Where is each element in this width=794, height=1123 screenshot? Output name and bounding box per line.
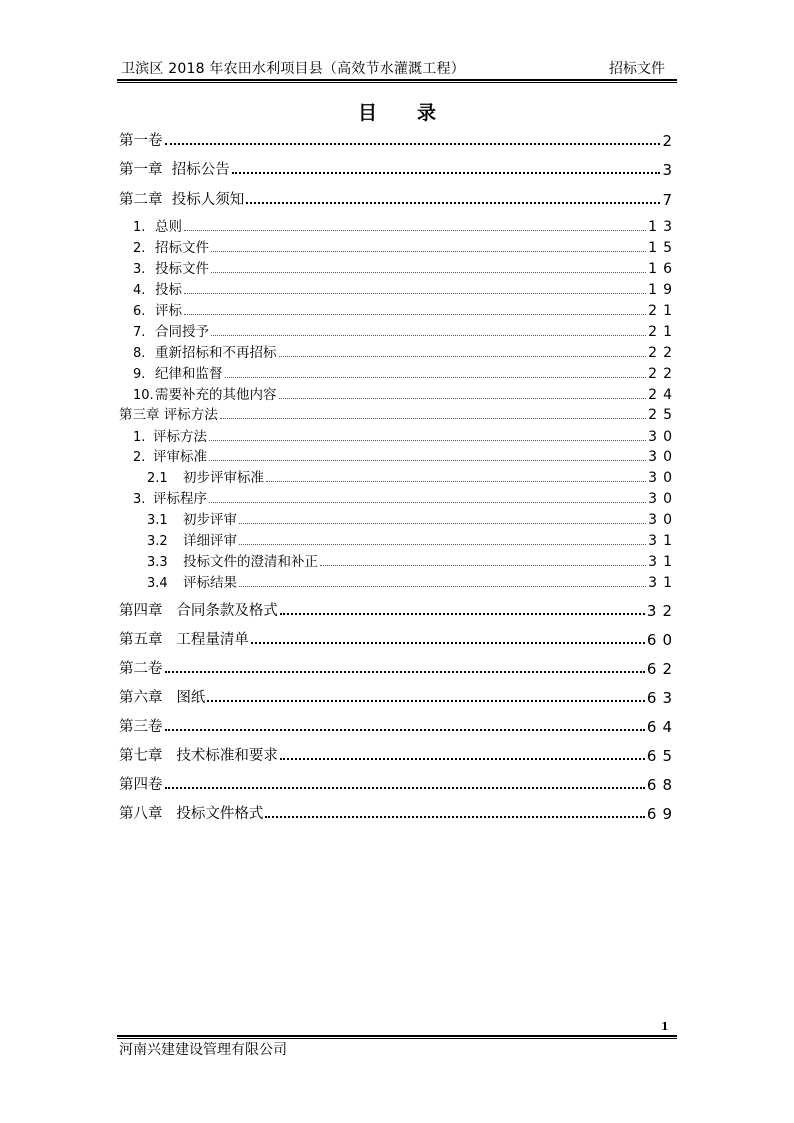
toc-leader-dots [209, 502, 646, 503]
toc-entry-number: 3.1 [147, 513, 168, 528]
toc-entry[interactable] [133, 216, 678, 235]
toc-entry-number: 3. [133, 492, 146, 507]
toc-entry[interactable] [147, 467, 678, 486]
toc-leader-dots [280, 758, 645, 760]
toc-leader-dots [184, 314, 646, 315]
toc-entry-label: 重新招标和不再招标 [155, 345, 277, 361]
toc-leader-dots [211, 335, 646, 336]
toc-leader-dots [184, 293, 646, 294]
toc-entry-label: 总则 [155, 219, 182, 235]
toc-entry-number: 2. [133, 450, 146, 465]
toc-entry[interactable] [119, 772, 678, 794]
toc-entry[interactable] [133, 237, 678, 256]
toc-leader-dots [220, 418, 646, 419]
toc-entry-page: 16 [648, 261, 678, 277]
toc-entry[interactable] [119, 743, 678, 765]
toc-entry-page: 30 [648, 449, 678, 465]
toc-entry-number: 1. [133, 430, 146, 445]
toc-entry-label: 第四章 合同条款及格式 [119, 603, 278, 619]
toc-entry[interactable] [133, 258, 678, 277]
toc-entry-label: 第七章 技术标准和要求 [119, 748, 278, 764]
toc-entry-number: 4. [133, 283, 146, 298]
toc-entry[interactable] [119, 685, 678, 707]
toc-entry[interactable] [119, 714, 678, 736]
toc-entry-page: 60 [646, 631, 678, 649]
toc-entry-page: 65 [646, 747, 678, 765]
toc-entry[interactable] [119, 404, 678, 423]
toc-entry[interactable] [133, 321, 678, 340]
toc-leader-dots [239, 586, 646, 587]
toc-entry-label: 第六章 图纸 [119, 690, 206, 706]
toc-entry-page: 62 [646, 660, 678, 678]
toc-entry[interactable] [133, 426, 678, 445]
toc-entry-label: 详细评审 [183, 533, 237, 549]
toc-entry[interactable] [133, 384, 678, 403]
toc-entry-page: 31 [648, 575, 678, 591]
toc-entry-page: 30 [648, 429, 678, 445]
toc-entry[interactable] [119, 801, 678, 823]
toc-entry-label: 需要补充的其他内容 [155, 387, 277, 403]
toc-entry[interactable] [133, 279, 678, 298]
toc-entry[interactable] [147, 572, 678, 591]
toc-leader-dots [225, 377, 647, 378]
toc-leader-dots [165, 787, 645, 789]
toc-leader-dots [246, 202, 660, 204]
toc-entry[interactable] [119, 157, 678, 179]
toc-entry-label: 第五章 工程量清单 [119, 632, 249, 648]
toc-leader-dots [211, 251, 646, 252]
toc-entry-label: 第四卷 [119, 777, 163, 793]
toc-entry[interactable] [133, 446, 678, 465]
toc-entry-page: 21 [648, 324, 678, 340]
toc-leader-dots [165, 729, 645, 731]
toc-entry-number: 3.4 [147, 576, 168, 591]
toc-leader-dots [279, 398, 647, 399]
toc-entry-page: 30 [648, 470, 678, 486]
toc-entry-label: 纪律和监督 [155, 366, 223, 382]
toc-entry-label: 合同授予 [155, 324, 209, 340]
toc-entry[interactable] [119, 627, 678, 649]
toc-entry-number: 2. [133, 241, 146, 256]
toc-entry-label: 投标文件的澄清和补正 [183, 554, 318, 570]
toc-entry[interactable] [119, 598, 678, 620]
toc-entry-page: 63 [646, 689, 678, 707]
toc-entry-page: 31 [648, 554, 678, 570]
toc-entry[interactable] [119, 656, 678, 678]
toc-entry-number: 3. [133, 262, 146, 277]
toc-entry-label: 初步评审 [183, 512, 237, 528]
toc-entry-page: 21 [648, 303, 678, 319]
toc-leader-dots [280, 613, 645, 615]
toc-entry-label: 第三章 评标方法 [119, 407, 218, 423]
toc-leader-dots [239, 523, 646, 524]
toc-entry-page: 22 [648, 345, 678, 361]
toc-entry-number: 9. [133, 367, 146, 382]
toc-entry-number: 8. [133, 346, 146, 361]
toc-entry-page: 19 [648, 282, 678, 298]
toc-entry-page: 30 [648, 491, 678, 507]
header-project-title: 卫滨区 2018 年农田水利项目县（高效节水灌溉工程） [121, 61, 465, 77]
toc-entry[interactable] [119, 187, 678, 209]
toc-entry-page: 3 [662, 161, 678, 179]
toc-entry-label: 第八章 投标文件格式 [119, 806, 264, 822]
toc-entry-page: 64 [646, 718, 678, 736]
toc-leader-dots [211, 272, 646, 273]
toc-entry-label: 评标结果 [183, 575, 237, 591]
toc-leader-dots [165, 143, 661, 145]
toc-entry-page: 2 [662, 132, 678, 150]
toc-entry-page: 32 [646, 602, 678, 620]
toc-leader-dots [320, 565, 646, 566]
toc-entry[interactable] [133, 342, 678, 361]
toc-entry-page: 69 [646, 805, 678, 823]
toc-entry-number: 1. [133, 220, 146, 235]
toc-leader-dots [207, 700, 645, 702]
toc-entry-label: 初步评审标准 [183, 470, 264, 486]
toc-entry[interactable] [147, 551, 678, 570]
toc-entry-page: 31 [648, 533, 678, 549]
toc-entry-page: 13 [648, 219, 678, 235]
toc-leader-dots [266, 481, 646, 482]
toc-entry[interactable] [133, 488, 678, 507]
toc-entry-label: 第三卷 [119, 719, 163, 735]
toc-title: 目录 [357, 102, 476, 124]
toc-leader-dots [265, 816, 645, 818]
toc-leader-dots [239, 544, 646, 545]
page-number: 1 [661, 1020, 669, 1033]
toc-entry-number: 3.2 [147, 534, 168, 549]
toc-entry[interactable] [119, 128, 678, 150]
toc-leader-dots [165, 671, 645, 673]
toc-entry-page: 15 [648, 240, 678, 256]
toc-leader-dots [251, 642, 645, 644]
toc-entry-page: 22 [648, 366, 678, 382]
toc-entry-label: 投标 [155, 282, 182, 298]
toc-entry-label: 投标文件 [155, 261, 209, 277]
toc-entry-page: 25 [648, 407, 678, 423]
toc-entry-label: 招标文件 [155, 240, 209, 256]
toc-entry-label: 评标方法 [153, 429, 207, 445]
toc-entry-number: 2.1 [147, 471, 168, 486]
toc-entry-number: 10. [133, 388, 154, 403]
toc-entry-label: 评审标准 [153, 449, 207, 465]
toc-leader-dots [209, 460, 646, 461]
toc-entry[interactable] [147, 530, 678, 549]
toc-leader-dots [232, 172, 661, 174]
toc-entry[interactable] [133, 363, 678, 382]
toc-entry-page: 7 [662, 191, 678, 209]
footer-company: 河南兴建建设管理有限公司 [119, 1042, 287, 1058]
toc-entry-number: 7. [133, 325, 146, 340]
toc-entry[interactable] [133, 300, 678, 319]
toc-leader-dots [279, 356, 647, 357]
toc-entry-number: 6. [133, 304, 146, 319]
toc-leader-dots [209, 440, 646, 441]
toc-entry-page: 24 [648, 387, 678, 403]
toc-entry-label: 第一章 招标公告 [119, 162, 230, 178]
toc-entry[interactable] [147, 509, 678, 528]
toc-entry-page: 68 [646, 776, 678, 794]
toc-entry-label: 第二卷 [119, 661, 163, 677]
toc-entry-label: 第二章 投标人须知 [119, 192, 245, 208]
toc-entry-page: 30 [648, 512, 678, 528]
toc-entry-number: 3.3 [147, 555, 168, 570]
toc-entry-label: 评标 [155, 303, 182, 319]
toc-entry-label: 评标程序 [153, 491, 207, 507]
toc-entry-label: 第一卷 [119, 133, 163, 149]
header-doc-type: 招标文件 [609, 61, 665, 77]
footer-rule [117, 1035, 677, 1037]
toc-leader-dots [184, 230, 646, 231]
